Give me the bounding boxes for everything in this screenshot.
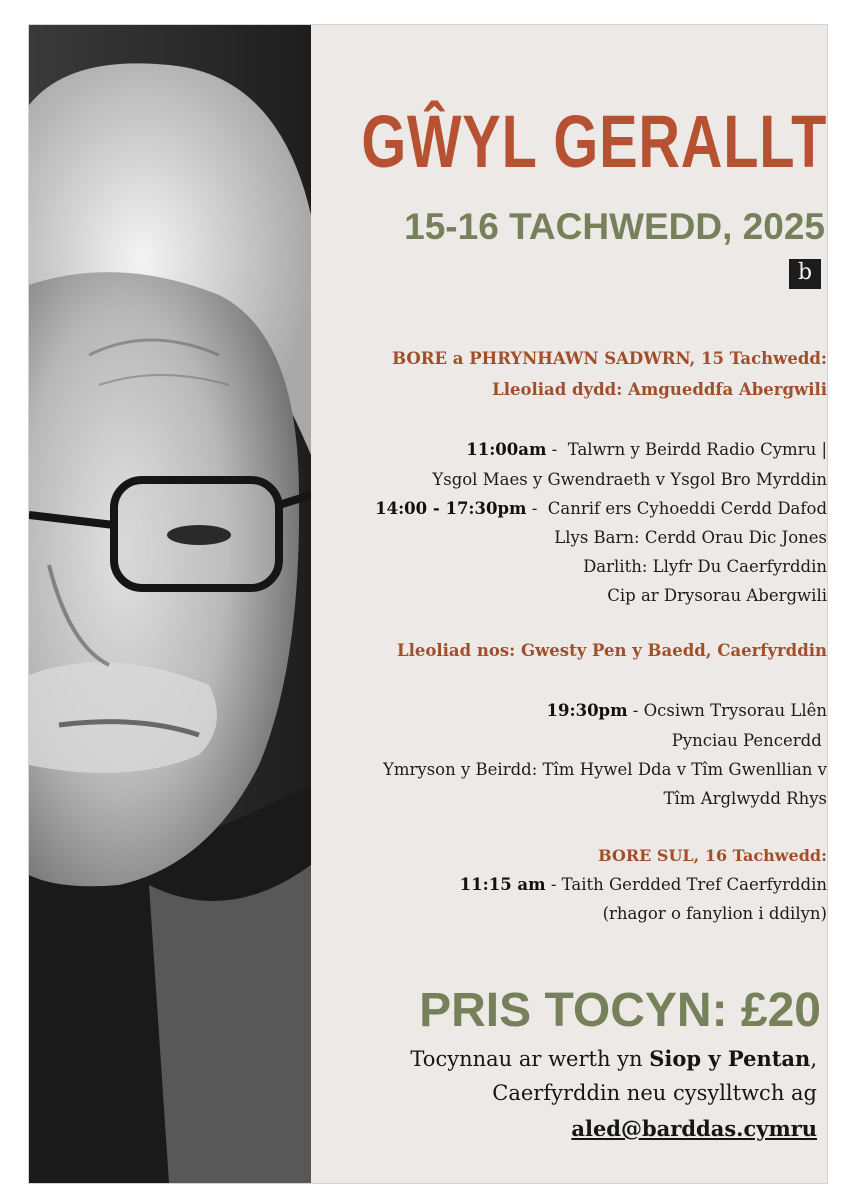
schedule-item: [664, 791, 827, 808]
schedule-text: Canrif ers Cyhoeddi Cerdd Dafod: [547, 499, 827, 518]
ticket-info-line2: Caerfyrddin neu cysylltwch ag: [492, 1081, 817, 1105]
saturday-heading: BORE a PHRYNHAWN SADWRN, 15 Tachwedd:: [392, 349, 827, 368]
schedule-item: [383, 762, 827, 779]
schedule-text: (rhagor o fanylion i ddilyn): [602, 904, 827, 923]
festival-dates: 15-16 TACHWEDD, 2025: [404, 206, 825, 247]
schedule-time: 11:15 am: [459, 875, 546, 894]
schedule-item: 11:15 am - Taith Gerdded Tref Caerfyrddin: [459, 875, 827, 894]
schedule-text: Talwrn y Beirdd Radio Cymru |: [567, 440, 827, 459]
schedule-text: Ocsiwn Trysorau Llên: [643, 701, 827, 720]
portrait-photo: [29, 25, 311, 1183]
saturday-venue: Lleoliad dydd: Amgueddfa Abergwili: [492, 380, 827, 399]
schedule-text: Darlith: Llyfr Du Caerfyrddin: [583, 557, 827, 576]
schedule-item: [554, 530, 827, 547]
schedule-text: Pynciau Pencerdd: [671, 731, 827, 750]
evening-venue: Lleoliad nos: Gwesty Pen y Baedd, Caerfyrddin: [396, 641, 827, 660]
schedule-item: [583, 559, 827, 576]
schedule-item: 14:00 - 17:30pm - Canrif ers Cyhoeddi Cerdd Dafod: [375, 499, 827, 518]
festival-title: GŴYL GERALLT: [361, 100, 827, 183]
event-poster: [28, 24, 828, 1184]
event-details: [311, 25, 827, 1183]
schedule-time: 19:30pm: [546, 701, 628, 720]
ticket-price: PRIS TOCYN: £20: [419, 984, 821, 1037]
schedule-text: Cip ar Drysorau Abergwili: [607, 586, 827, 605]
schedule-time: 14:00 - 17:30pm: [375, 499, 527, 518]
schedule-time: 11:00am: [466, 440, 547, 459]
schedule-item: 19:30pm - Ocsiwn Trysorau Llên: [546, 701, 827, 720]
ticket-info-line3: [571, 1118, 817, 1140]
schedule-item: [603, 906, 827, 923]
schedule-text: Taith Gerdded Tref Caerfyrddin: [561, 875, 827, 894]
contact-email-link[interactable]: aled@barddas.cymru: [571, 1116, 817, 1141]
shop-name: Siop y Pentan: [649, 1046, 811, 1071]
sunday-heading: BORE SUL, 16 Tachwedd:: [598, 846, 827, 865]
schedule-item: [672, 733, 827, 750]
ticket-info-line1: Tocynnau ar werth yn Siop y Pentan,: [410, 1046, 817, 1071]
schedule-item: [432, 472, 827, 489]
schedule-text: Ysgol Maes y Gwendraeth v Ysgol Bro Myrddin: [432, 470, 827, 489]
schedule-item: [607, 588, 827, 605]
schedule-text: Tîm Arglwydd Rhys: [663, 789, 827, 808]
schedule-text: Llys Barn: Cerdd Orau Dic Jones: [554, 528, 827, 547]
schedule-item: 11:00am - Talwrn y Beirdd Radio Cymru |: [466, 440, 827, 459]
barddas-logo: b: [789, 259, 821, 289]
schedule-text: Ymryson y Beirdd: Tîm Hywel Dda v Tîm Gwenllian v: [382, 760, 827, 779]
